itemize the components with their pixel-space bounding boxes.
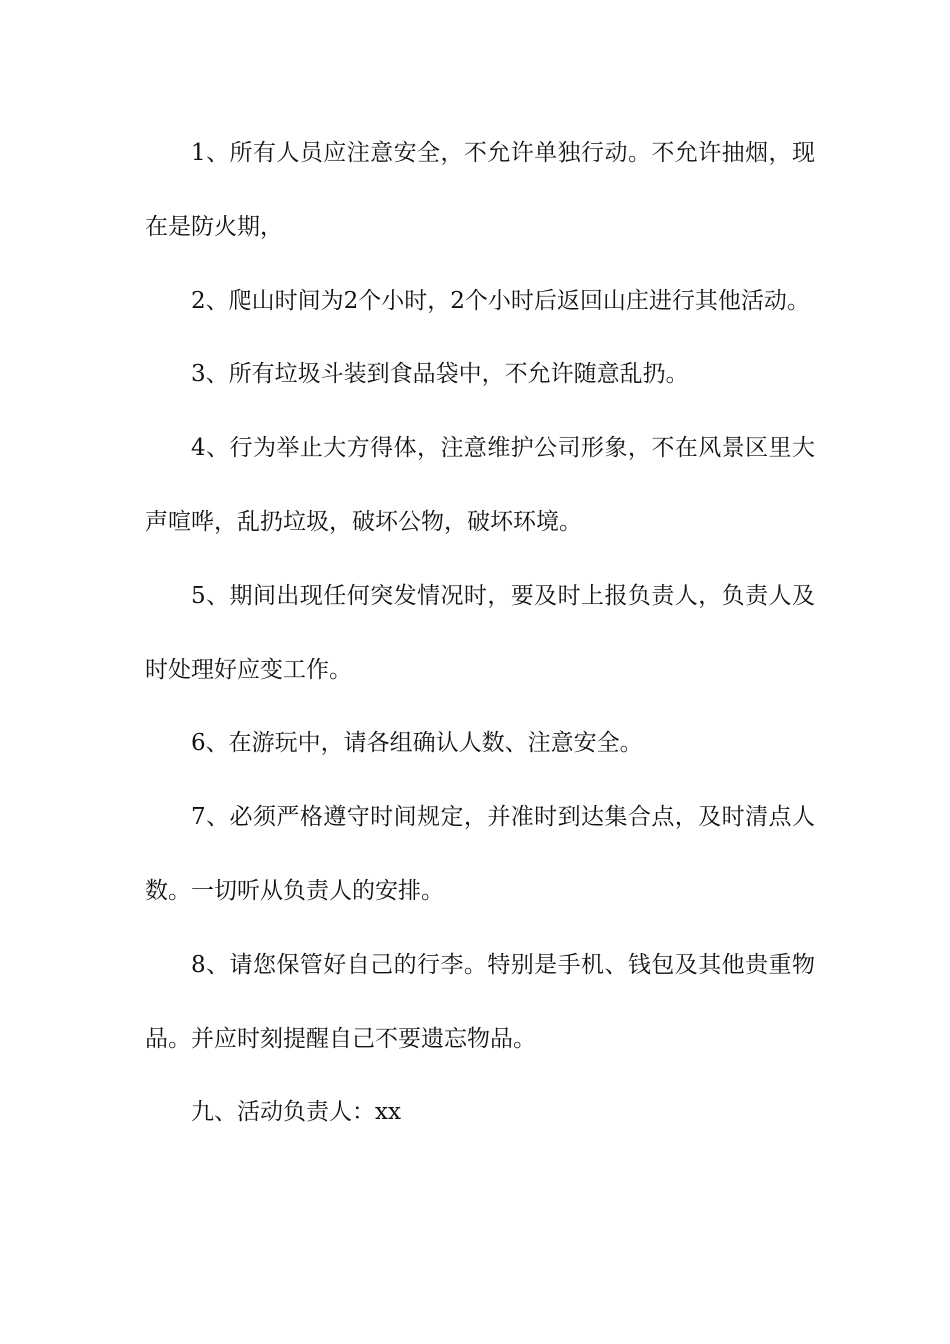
- paragraph-rule-3: 3、所有垃圾斗装到食品袋中，不允许随意乱扔。: [191, 361, 689, 388]
- paragraph-rule-7: 7、必须严格遵守时间规定，并准时到达集合点，及时清点人数。一切听从负责人的安排。: [145, 804, 815, 904]
- paragraph-rule-4: 4、行为举止大方得体，注意维护公司形象，不在风景区里大声喧哗，乱扔垃圾，破坏公物，破坏环境。: [145, 435, 815, 535]
- paragraph-rule-5: 5、期间出现任何突发情况时，要及时上报负责人，负责人及时处理好应变工作。: [145, 582, 815, 683]
- document-body: [145, 117, 815, 1150]
- paragraph-rule-2: 2、爬山时间为2个小时，2个小时后返回山庄进行其他活动。: [191, 287, 810, 314]
- paragraph-rule-1: 1、所有人员应注意安全，不允许单独行动。不允许抽烟，现在是防火期，: [145, 140, 815, 240]
- paragraph-rule-8: 8、请您保管好自己的行李。特别是手机、钱包及其他贵重物品。并应时刻提醒自己不要遗忘物品。: [145, 951, 815, 1052]
- paragraph-activity-leader: 九、活动负责人：xx: [191, 1099, 401, 1126]
- paragraph-rule-6: 6、在游玩中，请各组确认人数、注意安全。: [191, 730, 643, 757]
